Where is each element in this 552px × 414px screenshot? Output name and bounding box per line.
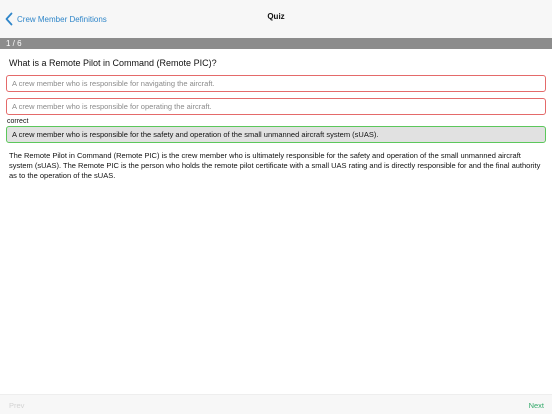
next-button[interactable]: Next <box>528 401 544 410</box>
progress-bar <box>0 38 552 49</box>
back-button-label: Crew Member Definitions <box>17 14 107 24</box>
answer-option-1[interactable]: A crew member who is responsible for navigating the aircraft. <box>6 75 546 92</box>
answer-option-2[interactable]: A crew member who is responsible for operating the aircraft. <box>6 98 546 115</box>
page-title: Quiz <box>267 12 285 21</box>
answer-feedback: correct <box>7 118 29 125</box>
bottom-toolbar <box>0 394 552 414</box>
navigation-bar <box>0 0 552 38</box>
answer-explanation: The Remote Pilot in Command (Remote PIC) is the crew member who is ultimately responsible for the safety and operation of the small unmanned aircraft system (sUAS). The Remote PIC is the person who holds the remote pilot certificate with a small UAS rating and is directly responsible for and the final authority as to the operation of the sUAS. <box>9 151 541 180</box>
prev-button[interactable]: Prev <box>9 401 25 410</box>
progress-counter: 1 / 6 <box>6 39 22 48</box>
answer-option-3[interactable]: A crew member who is responsible for the safety and operation of the small unmanned aircraft system (sUAS). <box>6 126 546 143</box>
question-text: What is a Remote Pilot in Command (Remote PIC)? <box>9 58 217 68</box>
